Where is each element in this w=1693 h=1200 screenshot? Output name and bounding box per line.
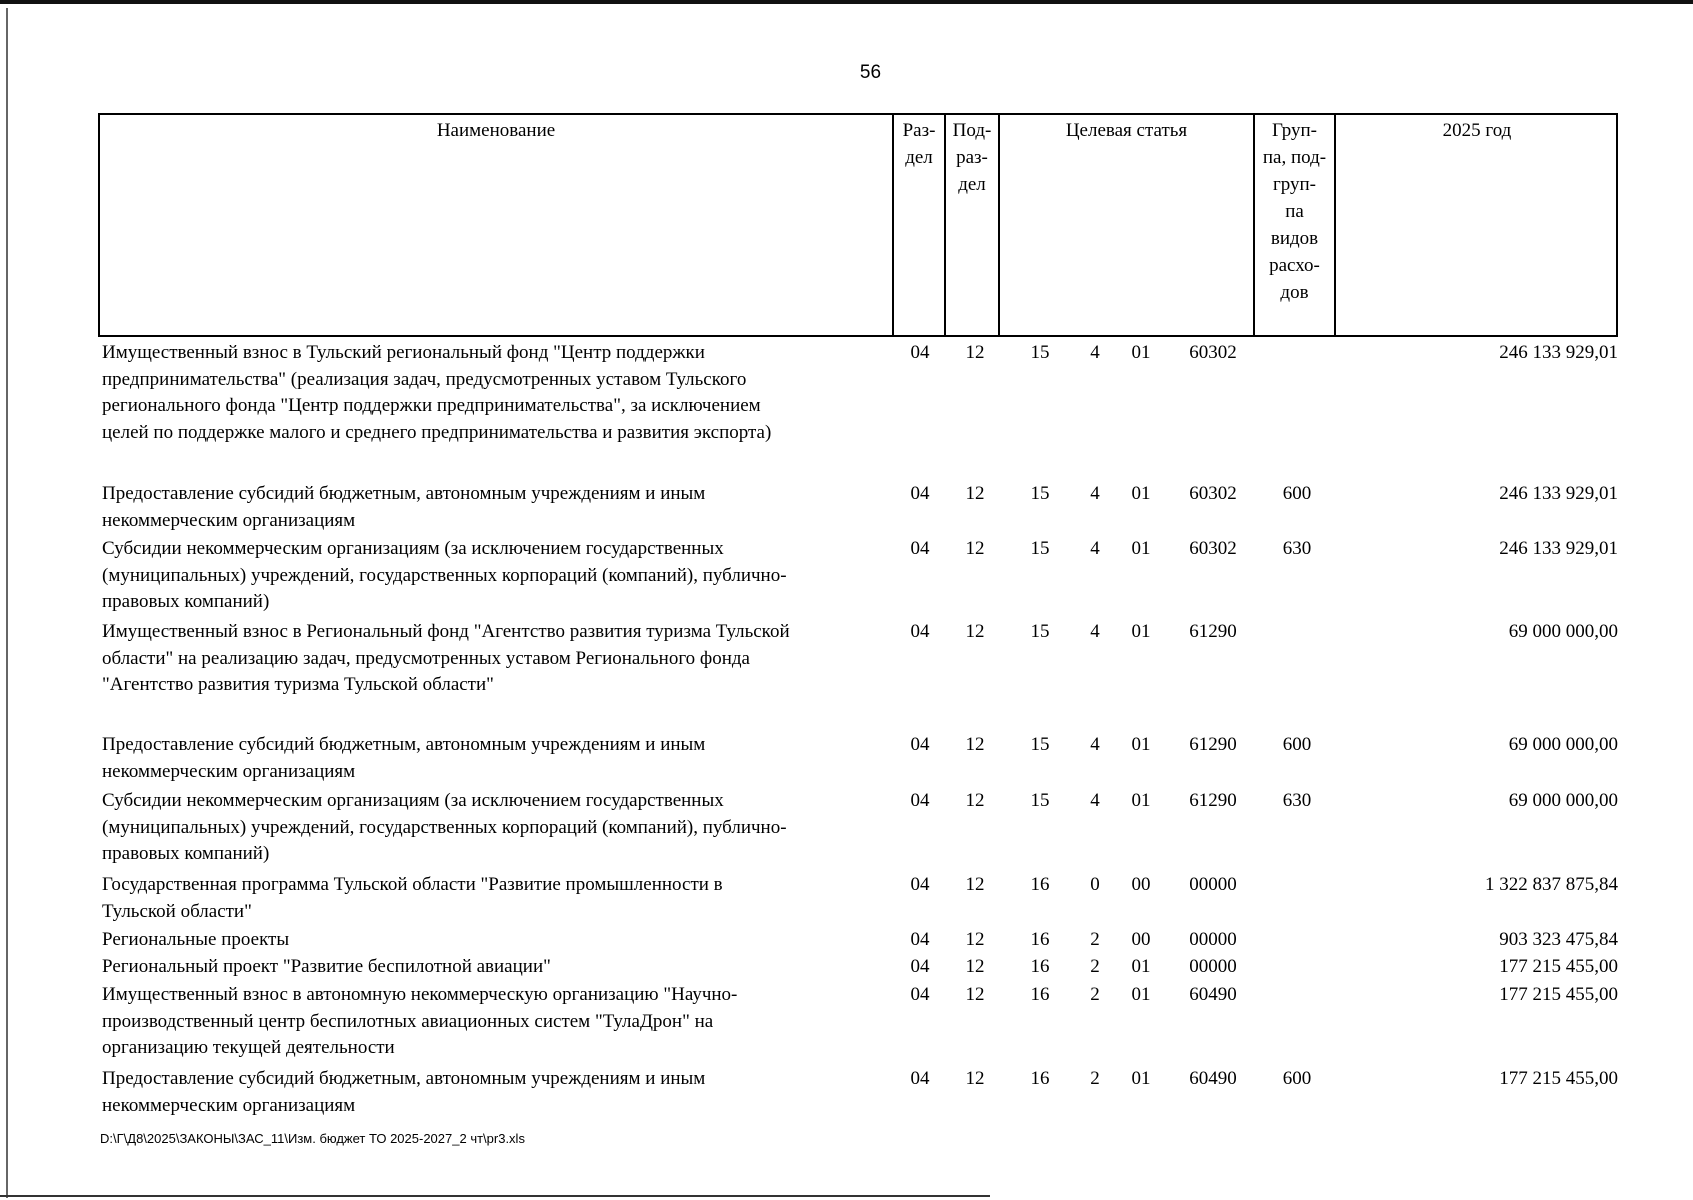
row-name [102, 927, 882, 954]
cell-cs-direction: 00000 [1189, 929, 1237, 950]
row-name-line: Субсидии некоммерческим организациям (за исключением государственных [102, 538, 724, 559]
page-number-text: 56 [859, 62, 882, 83]
row-name-line: Имущественный взнос в Региональный фонд "Агентство развития туризма Тульской [102, 621, 790, 642]
cell-podrazdel: 12 [965, 874, 985, 895]
cell-amount: 1 322 837 875,84 [1485, 874, 1618, 895]
row-name-line: регионального фонда "Центр поддержки предпринимательства", за исключением [102, 395, 761, 416]
header-divider [998, 115, 1000, 337]
cell-cs-direction: 60302 [1189, 342, 1237, 363]
row-name-line: производственный центр беспилотных авиационных систем "ТулаДрон" на [102, 1010, 714, 1032]
row-name-line: (муниципальных) учреждений, государственных корпораций (компаний), публично- [102, 816, 787, 838]
cell-cs-structure: 00 [1131, 929, 1151, 950]
cell-cs-program: 15 [1030, 342, 1050, 363]
cell-cs-structure: 01 [1131, 342, 1151, 363]
row-name-line: Предоставление субсидий бюджетным, автономным учреждениям и иным [102, 1068, 706, 1089]
cell-cs-direction: 00000 [1189, 956, 1237, 977]
page-number [0, 62, 1693, 84]
header-podrazdel-line: раз- [956, 147, 988, 168]
cell-podrazdel: 12 [965, 538, 985, 559]
scan-edge-top [0, 0, 1693, 4]
row-name-line: некоммерческим организациям [102, 509, 356, 531]
cell-cs-direction: 61290 [1189, 621, 1237, 642]
cell-cs-program: 15 [1030, 734, 1050, 755]
scan-edge-left [6, 8, 8, 1198]
cell-vid-rashodov: 630 [1282, 538, 1312, 559]
cell-cs-structure: 01 [1131, 621, 1151, 642]
row-name-line: некоммерческим организациям [102, 1094, 356, 1116]
header-year: 2025 год [1442, 120, 1512, 141]
cell-cs-type: 2 [1090, 956, 1100, 977]
cell-cs-direction: 61290 [1189, 734, 1237, 755]
cell-cs-structure: 01 [1131, 1068, 1151, 1089]
file-path-footer: D:\Г\Д8\2025\ЗАКОНЫ\ЗАС_11\Изм. бюджет ТО 2025-2027_2 чт\pr3.xls [100, 1131, 525, 1146]
cell-podrazdel: 12 [965, 984, 985, 1005]
row-name-line: Тульской области" [102, 900, 252, 922]
header-vr-line: па [1285, 201, 1304, 222]
cell-podrazdel: 12 [965, 956, 985, 977]
cell-podrazdel: 12 [965, 483, 985, 504]
row-name [102, 619, 882, 699]
cell-razdel: 04 [910, 984, 930, 1005]
table-header [98, 113, 1618, 337]
cell-cs-program: 15 [1030, 621, 1050, 642]
cell-cs-structure: 01 [1131, 483, 1151, 504]
cell-cs-program: 15 [1030, 483, 1050, 504]
cell-cs-direction: 00000 [1189, 874, 1237, 895]
header-razdel-line: Раз- [902, 120, 936, 141]
cell-amount: 246 133 929,01 [1499, 342, 1618, 363]
row-name-line: Региональные проекты [102, 929, 290, 950]
cell-cs-direction: 60490 [1189, 1068, 1237, 1089]
row-name-line: Региональный проект "Развитие беспилотной авиации" [102, 956, 551, 977]
cell-razdel: 04 [910, 342, 930, 363]
cell-cs-structure: 00 [1131, 874, 1151, 895]
header-vr-line: груп- [1272, 174, 1317, 195]
row-name-line: Государственная программа Тульской области "Развитие промышленности в [102, 874, 723, 895]
cell-razdel: 04 [910, 956, 930, 977]
header-celevaya-statya: Целевая статья [1065, 120, 1188, 141]
cell-razdel: 04 [910, 790, 930, 811]
cell-vid-rashodov: 600 [1282, 734, 1312, 755]
header-podrazdel-line: Под- [952, 120, 992, 141]
row-name-line: правовых компаний) [102, 591, 270, 612]
cell-cs-program: 16 [1030, 956, 1050, 977]
cell-razdel: 04 [910, 734, 930, 755]
cell-razdel: 04 [910, 621, 930, 642]
cell-podrazdel: 12 [965, 1068, 985, 1089]
row-name [102, 872, 882, 925]
cell-cs-direction: 60302 [1189, 538, 1237, 559]
cell-amount: 177 215 455,00 [1499, 984, 1618, 1005]
header-razdel-line: дел [905, 147, 933, 168]
cell-razdel: 04 [910, 483, 930, 504]
cell-amount: 69 000 000,00 [1508, 734, 1618, 755]
cell-cs-type: 2 [1090, 929, 1100, 950]
cell-cs-structure: 01 [1131, 790, 1151, 811]
cell-cs-direction: 60302 [1189, 483, 1237, 504]
row-name [102, 1066, 882, 1119]
row-name [102, 732, 882, 785]
cell-vid-rashodov: 600 [1282, 1068, 1312, 1089]
row-name-line: Имущественный взнос в автономную некоммерческую организацию "Научно- [102, 984, 738, 1005]
header-vr-line: па, под- [1262, 147, 1327, 168]
header-podrazdel-line: дел [958, 174, 986, 195]
cell-cs-type: 4 [1090, 538, 1100, 559]
cell-cs-program: 16 [1030, 929, 1050, 950]
row-name-line: (муниципальных) учреждений, государственных корпораций (компаний), публично- [102, 564, 787, 586]
cell-cs-type: 2 [1090, 984, 1100, 1005]
cell-amount: 246 133 929,01 [1499, 538, 1618, 559]
cell-amount: 177 215 455,00 [1499, 956, 1618, 977]
cell-cs-program: 15 [1030, 790, 1050, 811]
row-name-line: предпринимательства" (реализация задач, предусмотренных уставом Тульского [102, 368, 747, 390]
cell-cs-type: 2 [1090, 1068, 1100, 1089]
row-name-line: организацию текущей деятельности [102, 1037, 395, 1058]
cell-cs-program: 16 [1030, 1068, 1050, 1089]
cell-cs-structure: 01 [1131, 984, 1151, 1005]
cell-amount: 177 215 455,00 [1499, 1068, 1618, 1089]
header-vr-line: Груп- [1271, 120, 1318, 141]
cell-cs-program: 15 [1030, 538, 1050, 559]
header-vr-line: видов [1270, 228, 1319, 249]
header-divider [1334, 115, 1336, 337]
row-name-line: "Агентство развития туризма Тульской области" [102, 674, 494, 695]
cell-cs-program: 16 [1030, 874, 1050, 895]
header-vid-rashodov [1255, 117, 1334, 306]
cell-cs-type: 4 [1090, 790, 1100, 811]
cell-amount: 69 000 000,00 [1508, 621, 1618, 642]
row-name-line: Предоставление субсидий бюджетным, автономным учреждениям и иным [102, 734, 706, 755]
cell-razdel: 04 [910, 1068, 930, 1089]
cell-podrazdel: 12 [965, 621, 985, 642]
header-name: Наименование [436, 120, 556, 141]
row-name [102, 340, 882, 446]
cell-podrazdel: 12 [965, 734, 985, 755]
cell-amount: 903 323 475,84 [1499, 929, 1618, 950]
cell-cs-direction: 60490 [1189, 984, 1237, 1005]
cell-podrazdel: 12 [965, 929, 985, 950]
row-name-line: Имущественный взнос в Тульский региональный фонд "Центр поддержки [102, 342, 705, 363]
cell-cs-structure: 01 [1131, 734, 1151, 755]
cell-amount: 69 000 000,00 [1508, 790, 1618, 811]
header-razdel [894, 117, 944, 171]
row-name-line: некоммерческим организациям [102, 760, 356, 782]
row-name-line: Предоставление субсидий бюджетным, автономным учреждениям и иным [102, 483, 706, 504]
cell-razdel: 04 [910, 538, 930, 559]
row-name [102, 481, 882, 534]
cell-cs-type: 4 [1090, 483, 1100, 504]
cell-cs-direction: 61290 [1189, 790, 1237, 811]
cell-cs-program: 16 [1030, 984, 1050, 1005]
cell-vid-rashodov: 630 [1282, 790, 1312, 811]
cell-vid-rashodov: 600 [1282, 483, 1312, 504]
row-name-line: Субсидии некоммерческим организациям (за исключением государственных [102, 790, 724, 811]
cell-cs-structure: 01 [1131, 538, 1151, 559]
cell-podrazdel: 12 [965, 790, 985, 811]
row-name-line: правовых компаний) [102, 843, 270, 864]
cell-cs-type: 4 [1090, 342, 1100, 363]
header-vr-line: дов [1280, 282, 1309, 303]
row-name-line: области" на реализацию задач, предусмотренных уставом Регионального фонда [102, 647, 750, 669]
cell-cs-type: 4 [1090, 734, 1100, 755]
row-name-line: целей по поддержке малого и среднего предпринимательства и развития экспорта) [102, 421, 772, 443]
cell-razdel: 04 [910, 929, 930, 950]
cell-cs-structure: 01 [1131, 956, 1151, 977]
header-vr-line: расхо- [1269, 255, 1320, 276]
cell-razdel: 04 [910, 874, 930, 895]
row-name [102, 982, 882, 1062]
header-podrazdel [946, 117, 998, 198]
row-name [102, 954, 882, 981]
cell-podrazdel: 12 [965, 342, 985, 363]
cell-cs-type: 0 [1090, 874, 1100, 895]
row-name [102, 788, 882, 868]
cell-cs-type: 4 [1090, 621, 1100, 642]
cell-amount: 246 133 929,01 [1499, 483, 1618, 504]
row-name [102, 536, 882, 616]
scan-edge-bottom [0, 1195, 990, 1197]
